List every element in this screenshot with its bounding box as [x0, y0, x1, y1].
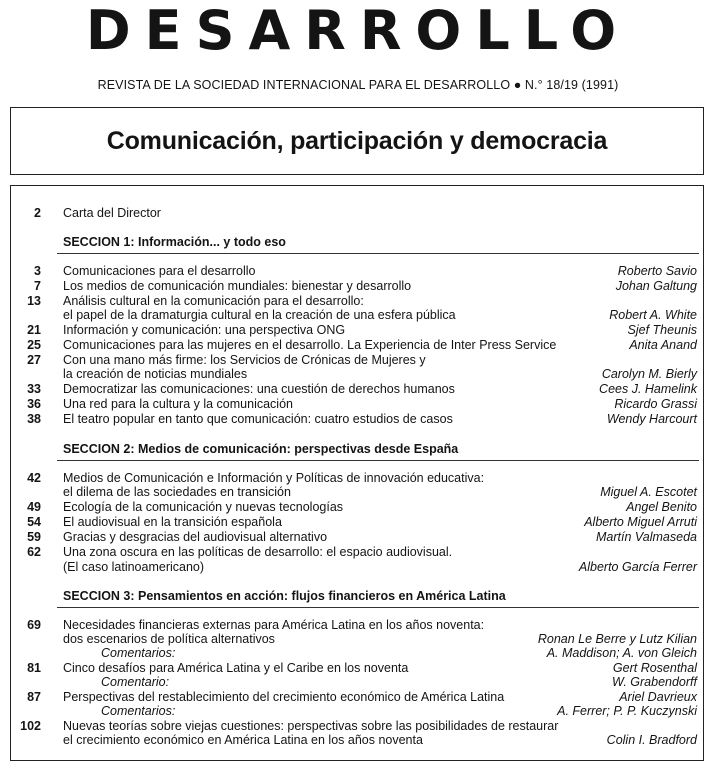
article-title-line2: el dilema de las sociedades en transición [63, 485, 291, 499]
article-author: Anita Anand [629, 338, 697, 352]
page-number: 36 [27, 397, 41, 411]
article-title: El teatro popular en tanto que comunicación: cuatro estudios de casos [63, 412, 453, 426]
comment-label: Comentarios: [101, 704, 176, 718]
article-title: Ecología de la comunicación y nuevas tecnologías [63, 500, 344, 514]
article-title: Los medios de comunicación mundiales: bienestar y desarrollo [63, 279, 412, 293]
article-author: Carolyn M. Bierly [601, 367, 697, 381]
article-title-line2: (El caso latinoamericano) [63, 560, 205, 574]
article-title: Comunicaciones para las mujeres en el desarrollo. La Experiencia de Inter Press Service [63, 338, 557, 352]
article-author: Sjef Theunis [627, 323, 697, 337]
divider [57, 253, 699, 254]
page-number: 69 [27, 618, 41, 632]
page-number: 42 [27, 471, 41, 485]
page-number: 62 [27, 545, 41, 559]
article-author: Martín Valmaseda [596, 530, 697, 544]
section-heading: SECCION 3: Pensamientos en acción: flujos financieros en América Latina [63, 589, 506, 603]
article-author: Wendy Harcourt [606, 412, 697, 426]
page-number: 81 [27, 661, 41, 675]
page-number: 102 [20, 719, 41, 733]
article-title: Carta del Director [63, 206, 161, 220]
page-number: 33 [27, 382, 41, 396]
page-number: 27 [27, 353, 41, 367]
article-title: Información y comunicación: una perspectiva ONG [63, 323, 346, 337]
page-number: 13 [27, 294, 41, 308]
article-title-line2: la creación de noticias mundiales [63, 367, 248, 381]
article-title: Comunicaciones para el desarrollo [63, 264, 256, 278]
divider [57, 607, 699, 608]
page-number: 59 [27, 530, 41, 544]
article-title: Perspectivas del restablecimiento del crecimiento económico de América Latina [63, 690, 505, 704]
issue-title: Comunicación, participación y democracia [106, 127, 608, 155]
page-number: 3 [34, 264, 41, 278]
comment-label: Comentarios: [101, 646, 176, 660]
article-title: Democratizar las comunicaciones: una cuestión de derechos humanos [63, 382, 455, 396]
article-author: Ariel Davrieux [619, 690, 697, 704]
article-author: Miguel A. Escotet [600, 485, 697, 499]
article-author: Ronan Le Berre y Lutz Kilian [537, 632, 697, 646]
comment-authors: A. Maddison; A. von Gleich [546, 646, 697, 660]
page-number: 38 [27, 412, 41, 426]
journal-subtitle: REVISTA DE LA SOCIEDAD INTERNACIONAL PARA EL DESARROLLO ● N.° 18/19 (1991) [97, 78, 619, 92]
article-author: Colin I. Bradford [606, 733, 697, 747]
section-heading: SECCION 1: Información... y todo eso [63, 235, 286, 249]
article-author: Angel Benito [626, 500, 697, 514]
article-title: Necesidades financieras externas para América Latina en los años noventa: [63, 618, 485, 632]
issue-title-box [10, 107, 704, 175]
article-title: Con una mano más firme: los Servicios de Crónicas de Mujeres y [63, 353, 426, 367]
article-author: Johan Galtung [615, 279, 697, 293]
comment-label: Comentario: [101, 675, 170, 689]
article-author: Gert Rosenthal [612, 661, 697, 675]
page-number: 49 [27, 500, 41, 514]
article-title: El audiovisual en la transición española [63, 515, 282, 529]
article-title: Cinco desafíos para América Latina y el Caribe en los noventa [63, 661, 409, 675]
article-author: Ricardo Grassi [614, 397, 697, 411]
article-author: Cees J. Hamelink [599, 382, 697, 396]
page-number: 21 [27, 323, 41, 337]
table-of-contents [10, 185, 704, 761]
article-title-line2: el papel de la dramaturgia cultural en la creación de una esfera pública [63, 308, 456, 322]
page-number: 25 [27, 338, 41, 352]
divider [57, 460, 699, 461]
page-number: 54 [27, 515, 41, 529]
article-author: Robert A. White [609, 308, 697, 322]
comment-authors: A. Ferrer; P. P. Kuczynski [557, 704, 697, 718]
page-number: 87 [27, 690, 41, 704]
article-title-line2: el crecimiento económico en América Latina en los años noventa [63, 733, 423, 747]
article-title: Análisis cultural en la comunicación para el desarrollo: [63, 294, 364, 308]
comment-authors: W. Grabendorff [612, 675, 697, 689]
article-title: Medios de Comunicación e Información y Políticas de innovación educativa: [63, 471, 485, 485]
article-title: Una red para la cultura y la comunicación [63, 397, 293, 411]
masthead: DESARROLLO [85, 0, 631, 62]
article-title: Una zona oscura en las políticas de desarrollo: el espacio audiovisual. [63, 545, 453, 559]
article-title: Gracias y desgracias del audiovisual alternativo [63, 530, 328, 544]
page-number: 2 [34, 206, 41, 220]
article-author: Roberto Savio [617, 264, 697, 278]
article-title: Nuevas teorías sobre viejas cuestiones: perspectivas sobre las posibilidades de restaurar [63, 719, 559, 733]
article-author: Alberto García Ferrer [578, 560, 697, 574]
section-heading: SECCION 2: Medios de comunicación: perspectivas desde España [63, 442, 459, 456]
article-title-line2: dos escenarios de política alternativos [63, 632, 275, 646]
page-number: 7 [34, 279, 41, 293]
article-author: Alberto Miguel Arruti [584, 515, 697, 529]
